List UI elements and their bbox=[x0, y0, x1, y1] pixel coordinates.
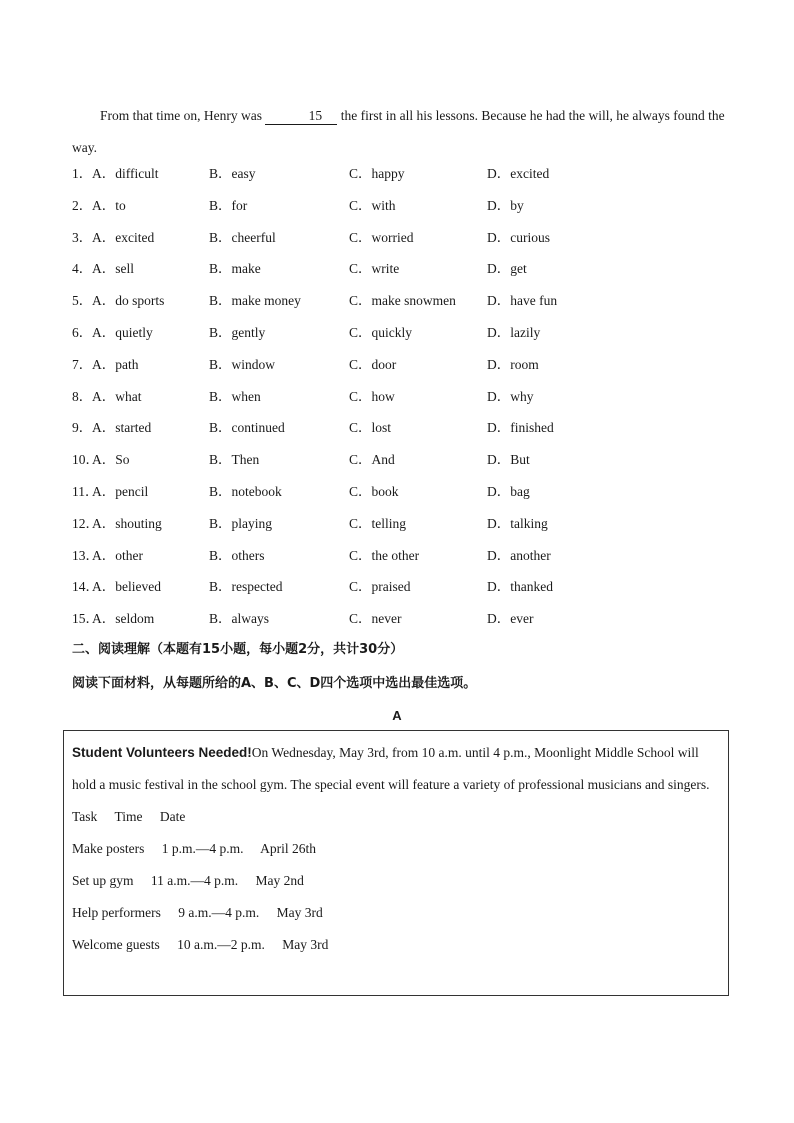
option-a: A．seldom bbox=[92, 611, 155, 627]
option-c: C．the other bbox=[349, 547, 420, 563]
date-cell: May 3rd bbox=[276, 905, 323, 920]
option-d: D．excited bbox=[487, 166, 550, 181]
question-number: 9． bbox=[72, 420, 93, 436]
option-d: D．thanked bbox=[487, 579, 553, 595]
option-d: D．But bbox=[487, 452, 530, 468]
question-options-row bbox=[72, 571, 732, 603]
option-d: D．bag bbox=[487, 483, 530, 499]
notice-title: Student Volunteers Needed! bbox=[72, 745, 252, 760]
question-options-row bbox=[72, 190, 732, 222]
time-cell: 10 a.m.—2 p.m. bbox=[177, 937, 265, 952]
question-number: 14． bbox=[72, 579, 99, 595]
question-options-row bbox=[72, 476, 732, 508]
option-a: A．path bbox=[92, 356, 139, 372]
option-c: C．how bbox=[349, 388, 395, 404]
option-a: A．do sports bbox=[92, 293, 165, 309]
option-d: D．talking bbox=[487, 515, 548, 531]
table-header-row bbox=[72, 801, 720, 833]
table-row bbox=[72, 929, 720, 961]
option-b: B．always bbox=[209, 611, 269, 627]
task-cell: Help performers bbox=[72, 905, 161, 920]
option-b: B．when bbox=[209, 388, 261, 404]
option-a: A．believed bbox=[92, 579, 161, 595]
section-heading: 二、阅读理解（本题有15小题，每小题2分，共计30分） bbox=[72, 642, 404, 657]
option-d: D．by bbox=[487, 197, 524, 213]
option-a: A．difficult bbox=[92, 166, 159, 181]
option-d: D．get bbox=[487, 261, 527, 277]
question-number: 5． bbox=[72, 293, 93, 309]
table-row bbox=[72, 833, 720, 865]
option-b: B．gently bbox=[209, 324, 266, 340]
header-task: Task bbox=[72, 809, 98, 824]
option-b: B．window bbox=[209, 356, 276, 372]
option-a: A．sell bbox=[92, 261, 134, 277]
question-options-row bbox=[72, 381, 732, 413]
option-c: C．write bbox=[349, 261, 400, 277]
option-d: D．another bbox=[487, 547, 551, 563]
option-c: C．lost bbox=[349, 420, 392, 436]
option-b: B．respected bbox=[209, 579, 283, 595]
question-number: 15． bbox=[72, 611, 99, 627]
option-d: D．lazily bbox=[487, 324, 541, 340]
question-number: 3． bbox=[72, 229, 93, 245]
passage-text-before-blank: From that time on, Henry was bbox=[100, 108, 262, 123]
option-a: A．So bbox=[92, 452, 130, 468]
option-c: C．happy bbox=[349, 166, 405, 181]
option-d: D．why bbox=[487, 388, 534, 404]
option-a: A．pencil bbox=[92, 483, 149, 499]
option-c: C．worried bbox=[349, 229, 414, 245]
option-a: A．to bbox=[92, 197, 126, 213]
question-number: 1． bbox=[72, 166, 93, 181]
header-date: Date bbox=[159, 809, 186, 824]
question-options-row bbox=[72, 444, 732, 476]
option-a: A．other bbox=[92, 547, 143, 563]
time-cell: 1 p.m.—4 p.m. bbox=[161, 841, 244, 856]
option-b: B．Then bbox=[209, 452, 260, 468]
option-b: B．for bbox=[209, 197, 248, 213]
time-cell: 11 a.m.—4 p.m. bbox=[150, 873, 239, 888]
question-number: 2． bbox=[72, 197, 93, 213]
option-c: C．door bbox=[349, 356, 397, 372]
question-options-row bbox=[72, 540, 732, 572]
option-a: A．excited bbox=[92, 229, 155, 245]
option-c: C．telling bbox=[349, 515, 406, 531]
section-instruction: 阅读下面材料，从每题所给的A、B、C、D四个选项中选出最佳选项。 bbox=[72, 676, 477, 691]
task-cell: Make posters bbox=[72, 841, 145, 856]
passage-text-after-blank: the first in all his lessons. Because he had the will, he always found the way. bbox=[72, 108, 725, 155]
question-options-row bbox=[72, 603, 732, 635]
option-a: A．started bbox=[92, 420, 152, 436]
option-b: B．notebook bbox=[209, 483, 282, 499]
passage-label: A bbox=[392, 708, 402, 723]
option-b: B．cheerful bbox=[209, 229, 276, 245]
option-a: A．what bbox=[92, 388, 142, 404]
option-d: D．have fun bbox=[487, 293, 558, 309]
date-cell: May 3rd bbox=[282, 937, 329, 952]
question-options-row bbox=[72, 349, 732, 381]
option-c: C．quickly bbox=[349, 324, 412, 340]
options-list bbox=[72, 158, 732, 635]
date-cell: April 26th bbox=[260, 841, 317, 856]
option-b: B．continued bbox=[209, 420, 285, 436]
task-cell: Welcome guests bbox=[72, 937, 160, 952]
table-row bbox=[72, 897, 720, 929]
time-cell: 9 a.m.—4 p.m. bbox=[178, 905, 260, 920]
date-cell: May 2nd bbox=[255, 873, 304, 888]
question-number: 10． bbox=[72, 452, 99, 468]
notice-body: On Wednesday, May 3rd, from 10 a.m. until 4 p.m., Moonlight Middle School will hold a music festival in the school gym. The special event will feature a variety of professional musicians and singers. bbox=[72, 745, 710, 792]
task-cell: Set up gym bbox=[72, 873, 134, 888]
notice-box bbox=[63, 730, 729, 996]
option-c: C．book bbox=[349, 483, 399, 499]
question-number: 12． bbox=[72, 515, 99, 531]
option-a: A．quietly bbox=[92, 324, 153, 340]
passage-closing-paragraph bbox=[72, 100, 732, 164]
option-d: D．room bbox=[487, 356, 539, 372]
option-c: C．with bbox=[349, 197, 396, 213]
option-b: B．playing bbox=[209, 515, 272, 531]
table-row bbox=[72, 865, 720, 897]
option-d: D．curious bbox=[487, 229, 550, 245]
option-b: B．make money bbox=[209, 293, 301, 309]
header-time: Time bbox=[114, 809, 143, 824]
question-options-row bbox=[72, 222, 732, 254]
option-d: D．ever bbox=[487, 611, 534, 627]
option-d: D．finished bbox=[487, 420, 554, 436]
question-number: 7． bbox=[72, 356, 93, 372]
question-options-row bbox=[72, 285, 732, 317]
option-c: C．praised bbox=[349, 579, 411, 595]
option-b: B．easy bbox=[209, 166, 256, 181]
blank-15: 15 bbox=[265, 108, 337, 125]
option-b: B．make bbox=[209, 261, 261, 277]
option-c: C．never bbox=[349, 611, 402, 627]
question-options-row bbox=[72, 412, 732, 444]
option-a: A．shouting bbox=[92, 515, 162, 531]
question-options-row bbox=[72, 317, 732, 349]
option-c: C．And bbox=[349, 452, 395, 468]
notice-intro bbox=[72, 737, 720, 801]
question-number: 13． bbox=[72, 547, 99, 563]
option-b: B．others bbox=[209, 547, 265, 563]
question-number: 11． bbox=[72, 483, 99, 499]
question-options-row bbox=[72, 158, 732, 190]
question-number: 6． bbox=[72, 324, 93, 340]
question-options-row bbox=[72, 508, 732, 540]
question-number: 8． bbox=[72, 388, 93, 404]
question-options-row bbox=[72, 253, 732, 285]
question-number: 4． bbox=[72, 261, 93, 277]
option-c: C．make snowmen bbox=[349, 293, 456, 309]
